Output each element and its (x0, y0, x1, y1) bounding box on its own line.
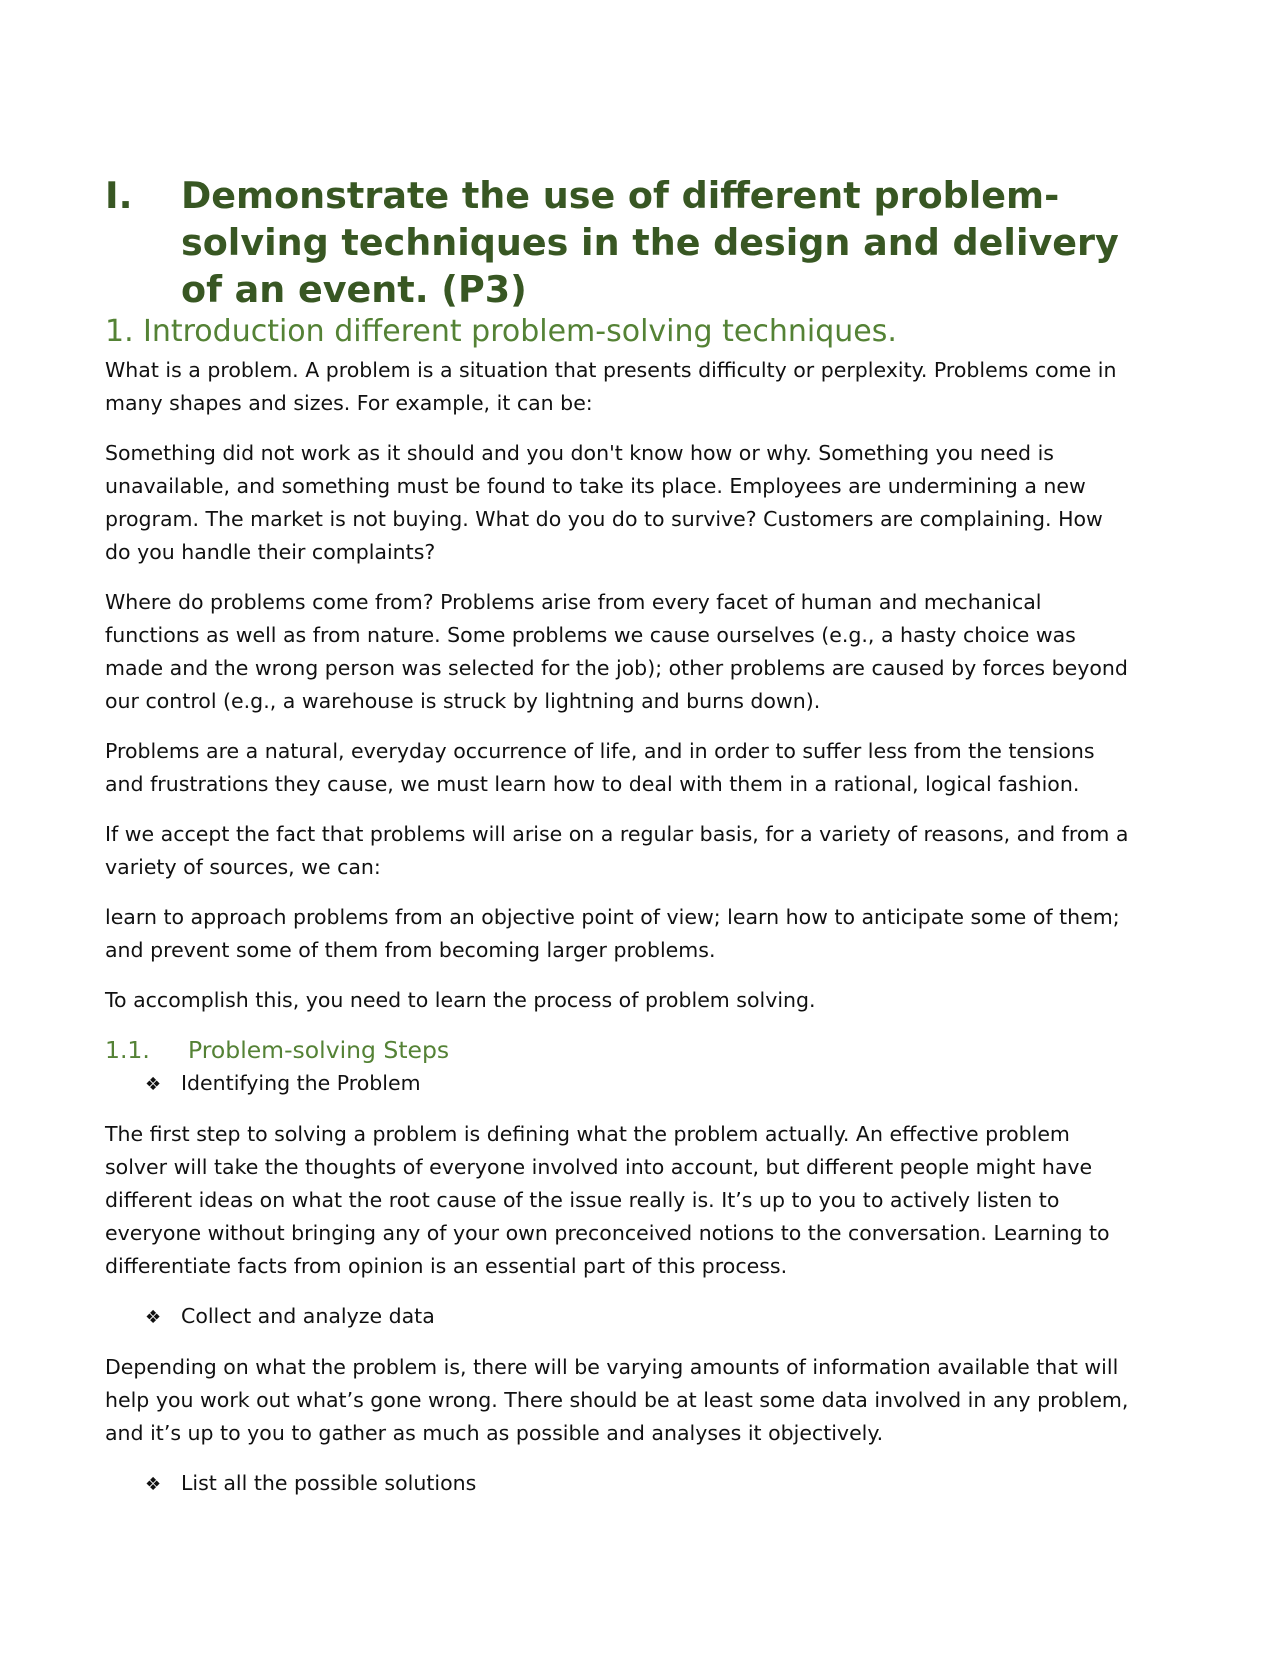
diamond-bullet-icon: ❖ (145, 1074, 162, 1095)
paragraph-acceptance: If we accept the fact that problems will arise on a regular basis, for a variety of reasons, and from a variety of sources, we can: (105, 822, 1129, 879)
diamond-bullet-icon: ❖ (145, 1474, 162, 1495)
paragraph-accomplish: To accomplish this, you need to learn the process of problem solving. (105, 988, 816, 1012)
subsection-heading-text: Problem-solving Steps (188, 1036, 450, 1064)
paragraph-origins: Where do problems come from? Problems arise from every facet of human and mechanical functions as well as from nature. Some problems we cause ourselves (e.g., a hasty choice was made and the wrong person was selected for the job); other problems are caused by forces beyond our control (e.g., a warehouse is struck by lightning and burns down). (105, 590, 1128, 713)
subsection-heading (105, 1034, 1130, 1067)
main-heading-number: I. (105, 174, 133, 217)
bullet-step-identify (105, 1067, 1130, 1101)
main-heading-text: Demonstrate the use of different problem-solving techniques in the design and delivery of an event. (P3) (181, 174, 1119, 311)
section-heading-text: Introduction different problem-solving techniques. (143, 314, 897, 349)
main-heading (105, 172, 1130, 313)
paragraph-approach: learn to approach problems from an objective point of view; learn how to anticipate some of them; and prevent some of them from becoming larger problems. (105, 905, 1120, 962)
paragraph-step-collect: Depending on what the problem is, there will be varying amounts of information available that will help you work out what’s gone wrong. There should be at least some data involved in any problem, and it’s up to you to gather as much as possible and analyses it objectively. (105, 1355, 1129, 1445)
paragraph-natural-occurrence: Problems are a natural, everyday occurrence of life, and in order to suffer less from the tensions and frustrations they cause, we must learn how to deal with them in a rational, logical fashion. (105, 739, 1095, 796)
bullet-label: List all the possible solutions (181, 1471, 477, 1495)
section-heading (105, 313, 1130, 351)
paragraph-examples: Something did not work as it should and you don't know how or why. Something you need is unavailable, and something must be found to take its place. Employees are undermining a new program. The market is not buying. What do you do to survive? Customers are complaining. How do you handle their complaints? (105, 441, 1103, 564)
paragraph-step-identify: The first step to solving a problem is defining what the problem actually. An effective problem solver will take the thoughts of everyone involved into account, but different people might have different ideas on what the root cause of the issue really is. It’s up to you to actively listen to everyone without bringing any of your own preconceived notions to the conversation. Learning to differentiate facts from opinion is an essential part of this process. (105, 1122, 1110, 1278)
subsection-heading-number: 1.1. (105, 1036, 150, 1064)
bullet-step-solutions (105, 1467, 1130, 1501)
bullet-step-collect (105, 1300, 1130, 1334)
diamond-bullet-icon: ❖ (145, 1307, 162, 1328)
paragraph-definition: What is a problem. A problem is a situation that presents difficulty or perplexity. Problems come in many shapes and sizes. For example, it can be: (105, 358, 1117, 415)
section-heading-number: 1. (105, 314, 134, 349)
bullet-label: Collect and analyze data (181, 1304, 435, 1328)
bullet-label: Identifying the Problem (181, 1071, 421, 1095)
